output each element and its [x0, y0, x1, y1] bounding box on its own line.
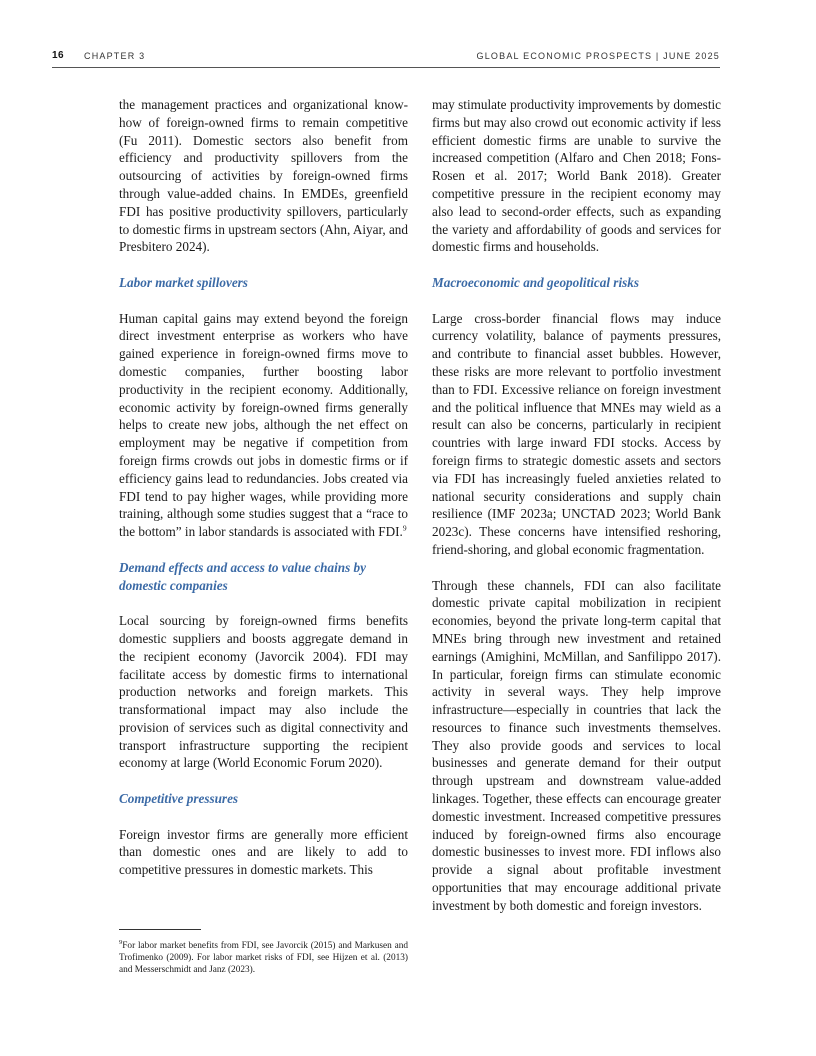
footnote-text: For labor market benefits from FDI, see Javorcik (2015) and Markusen and Trofimenko (2009). For labor market risks of FDI, see Hijzen et al. (2013) and Messerschmidt and Janz (2023).: [119, 941, 408, 976]
right-column: [432, 96, 721, 932]
macroeconomic-risks-paragraph: Large cross-border financial flows may induce currency volatility, balance of payments pressures, and contribute to financial asset bubbles. However, these risks are more relevant to portfolio investment than to FDI. Excessive reliance on foreign investment and the political influence that MNEs may wield as a result can also be concerns, particularly in recipient countries with large inward FDI stocks. Access by foreign firms to strategic domestic assets and sectors via FDI has increasingly fueled anxieties related to national security considerations and supply chain resilience (IMF 2023a; UNCTAD 2023; World Bank 2023c). These concerns have intensified reshoring, friend-shoring, and global economic fragmentation.: [432, 310, 721, 557]
page-number: 16: [52, 50, 65, 61]
competitive-pressures-paragraph: Foreign investor firms are generally more efficient than domestic ones and are likely to add to competitive pressures in domestic markets. This: [119, 826, 408, 878]
header-rule: [52, 67, 720, 68]
capital-mobilization-paragraph: Through these channels, FDI can also facilitate domestic private capital mobilization in recipient economies, beyond the private long-term capital that MNEs bring through new investment and retained earnings (Amighini, McMillan, and Sanfilippo 2017). In particular, foreign firms can stimulate economic activity in several ways. They help improve infrastructure—especially in countries that lack the resources to finance such investments themselves. They also provide goods and services to local businesses and generate demand for their output through upstream and downstream value-added linkages. Together, these effects can encourage greater domestic investment. Increased competitive pressures induced by foreign-owned firms also encourage domestic businesses to invest more. FDI inflows also provide a signal about profitable investment opportunities that may encourage additional private investment by both domestic and foreign investors.: [432, 577, 721, 913]
demand-effects-paragraph: Local sourcing by foreign-owned firms benefits domestic suppliers and boosts aggregate demand in the recipient economy (Javorcik 2004). FDI may facilitate access by domestic firms to international production networks and foreign markets. This transformational impact may also include the provision of services such as digital connectivity and transport infrastructure supporting the recipient economy at large (World Economic Forum 2020).: [119, 613, 408, 771]
chapter-label: CHAPTER 3: [84, 51, 146, 61]
continuation-paragraph: may stimulate productivity improvements by domestic firms but may also crowd out economic activity if less efficient domestic firms are unable to survive the increased competition (Alfaro and Chen 2018; Fons-Rosen et al. 2017; World Bank 2018). Greater competitive pressure in the recipient economy may also lead to second-order effects, such as expanding the variety and affordability of goods and services for domestic firms and households.: [432, 97, 721, 255]
labor-market-paragraph: [119, 310, 408, 541]
running-header: [52, 50, 720, 64]
footnote-reference[interactable]: 9: [402, 523, 407, 533]
footnote-number: 9: [119, 938, 123, 946]
intro-paragraph: the management practices and organizational know-how of foreign-owned firms to remain competitive (Fu 2011). Domestic sectors also benefit from efficiency and productivity spillovers from the outsourcing of activities by foreign-owned firms through value-added chains. In EMDEs, greenfield FDI has positive productivity spillovers, particularly to domestic firms in upstream sectors (Ahn, Aiyar, and Presbitero 2024).: [119, 97, 408, 255]
competitive-pressures-heading: Competitive pressures: [119, 791, 239, 807]
footnote: [119, 940, 408, 977]
publication-title: GLOBAL ECONOMIC PROSPECTS | JUNE 2025: [476, 51, 720, 61]
labor-market-text: Human capital gains may extend beyond the foreign direct investment enterprise as workers who have gained experience in foreign-owned firms move to domestic companies, further boosting labor productivity in the recipient economy. Additionally, economic activity by foreign-owned firms generally helps to create new jobs, although the net effect on employment may be negative if competition from foreign firms crowds out jobs in domestic firms or if efficiency gains lead to redundancies. Jobs created via FDI tend to pay higher wages, while providing more training, although some studies suggest that a “race to the bottom” in labor standards is associated with FDI.: [119, 310, 408, 540]
footnote-rule: [119, 929, 201, 930]
labor-market-heading: Labor market spillovers: [119, 274, 248, 290]
left-column: [119, 96, 408, 897]
macroeconomic-risks-heading: Macroeconomic and geopolitical risks: [432, 274, 639, 290]
demand-effects-heading: Demand effects and access to value chains by domestic companies: [119, 559, 366, 593]
